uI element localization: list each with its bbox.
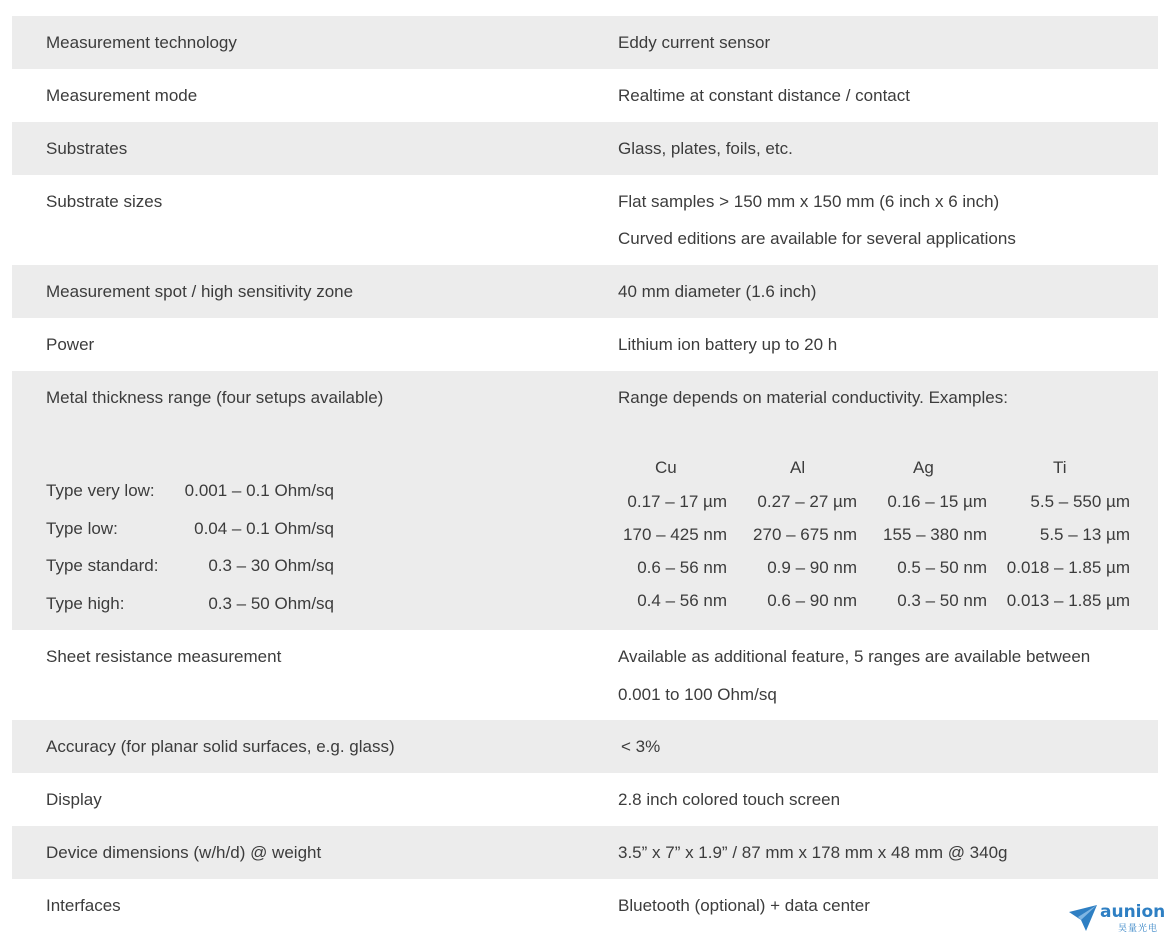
spec-row-power xyxy=(12,318,1158,371)
spec-label: Power xyxy=(46,335,95,354)
spec-value: Available as additional feature, 5 ranges are available between xyxy=(618,647,1091,666)
spec-row-accuracy xyxy=(12,720,1158,773)
spec-row-substrates xyxy=(12,122,1158,175)
spec-label: Measurement mode xyxy=(46,86,198,105)
spec-value: Bluetooth (optional) + data center xyxy=(618,896,870,915)
metal-header-cu: Cu xyxy=(655,458,677,477)
spec-row-measurement-technology xyxy=(12,16,1158,69)
spec-row-measurement-mode xyxy=(12,69,1158,122)
spec-value: < 3% xyxy=(621,737,661,756)
spec-label: Substrate sizes xyxy=(46,192,163,211)
spec-value: Glass, plates, foils, etc. xyxy=(618,139,793,158)
thickness-cell: 0.6 – 56 nm xyxy=(637,558,727,577)
spec-value: 3.5” x 7” x 1.9” / 87 mm x 178 mm x 48 mm @ 340g xyxy=(618,843,1008,862)
thickness-cell: 0.9 – 90 nm xyxy=(767,558,857,577)
aunion-logo xyxy=(1066,900,1166,936)
metal-header-ti: Ti xyxy=(1053,458,1067,477)
spec-label: Measurement spot / high sensitivity zone xyxy=(46,282,354,301)
spec-value: Flat samples > 150 mm x 150 mm (6 inch x 6 inch) xyxy=(618,192,1000,211)
thickness-cell: 5.5 – 550 µm xyxy=(1030,492,1130,511)
spec-value: 40 mm diameter (1.6 inch) xyxy=(618,282,817,301)
thickness-cell: 0.013 – 1.85 µm xyxy=(1006,591,1130,610)
logo-wordmark: aunion xyxy=(1100,902,1166,922)
spec-row-measurement-spot xyxy=(12,265,1158,318)
spec-value-line2: 0.001 to 100 Ohm/sq xyxy=(618,685,777,704)
type-name-very-low: Type very low: xyxy=(46,481,155,500)
spec-value: 2.8 inch colored touch screen xyxy=(618,790,841,809)
type-range-low: 0.04 – 0.1 Ohm/sq xyxy=(194,519,334,538)
paper-plane-icon xyxy=(1068,903,1098,933)
spec-row-substrate-sizes xyxy=(12,175,1158,265)
spec-row-device-dimensions xyxy=(12,826,1158,879)
spec-label: Substrates xyxy=(46,139,128,158)
metal-header-al: Al xyxy=(790,458,806,477)
thickness-cell: 270 – 675 nm xyxy=(753,525,857,544)
spec-row-metal-thickness xyxy=(12,371,1158,630)
spec-value: Realtime at constant distance / contact xyxy=(618,86,910,105)
spec-table xyxy=(12,16,1158,932)
spec-label: Sheet resistance measurement xyxy=(46,647,282,666)
type-name-low: Type low: xyxy=(46,519,118,538)
spec-label: Measurement technology xyxy=(46,33,237,52)
type-range-very-low: 0.001 – 0.1 Ohm/sq xyxy=(184,481,334,500)
spec-value: Range depends on material conductivity. Examples: xyxy=(618,388,1008,407)
thickness-cell: 5.5 – 13 µm xyxy=(1039,525,1130,544)
logo-subtitle: 昊量光电 xyxy=(1118,924,1159,934)
thickness-cell: 0.4 – 56 nm xyxy=(637,591,727,610)
spec-row-display xyxy=(12,773,1158,826)
thickness-cell: 155 – 380 nm xyxy=(883,525,987,544)
thickness-cell: 0.6 – 90 nm xyxy=(767,591,857,610)
type-name-high: Type high: xyxy=(46,594,125,613)
spec-value: Lithium ion battery up to 20 h xyxy=(618,335,838,354)
spec-row-interfaces xyxy=(12,879,1158,932)
spec-label: Device dimensions (w/h/d) @ weight xyxy=(46,843,322,862)
type-name-standard: Type standard: xyxy=(46,556,159,575)
spec-row-sheet-resistance xyxy=(12,630,1158,720)
type-range-high: 0.3 – 50 Ohm/sq xyxy=(208,594,334,613)
thickness-cell: 0.5 – 50 nm xyxy=(897,558,987,577)
thickness-cell: 170 – 425 nm xyxy=(623,525,727,544)
thickness-cell: 0.27 – 27 µm xyxy=(757,492,857,511)
spec-label: Accuracy (for planar solid surfaces, e.g. glass) xyxy=(46,737,395,756)
thickness-cell: 0.16 – 15 µm xyxy=(887,492,987,511)
spec-value-line2: Curved editions are available for several applications xyxy=(618,229,1016,248)
spec-label: Metal thickness range (four setups available) xyxy=(46,388,384,407)
spec-label: Interfaces xyxy=(46,896,121,915)
metal-header-ag: Ag xyxy=(913,458,934,477)
thickness-cell: 0.018 – 1.85 µm xyxy=(1006,558,1130,577)
thickness-cell: 0.17 – 17 µm xyxy=(627,492,727,511)
type-range-standard: 0.3 – 30 Ohm/sq xyxy=(208,556,334,575)
spec-label: Display xyxy=(46,790,102,809)
spec-value: Eddy current sensor xyxy=(618,33,771,52)
thickness-cell: 0.3 – 50 nm xyxy=(897,591,987,610)
